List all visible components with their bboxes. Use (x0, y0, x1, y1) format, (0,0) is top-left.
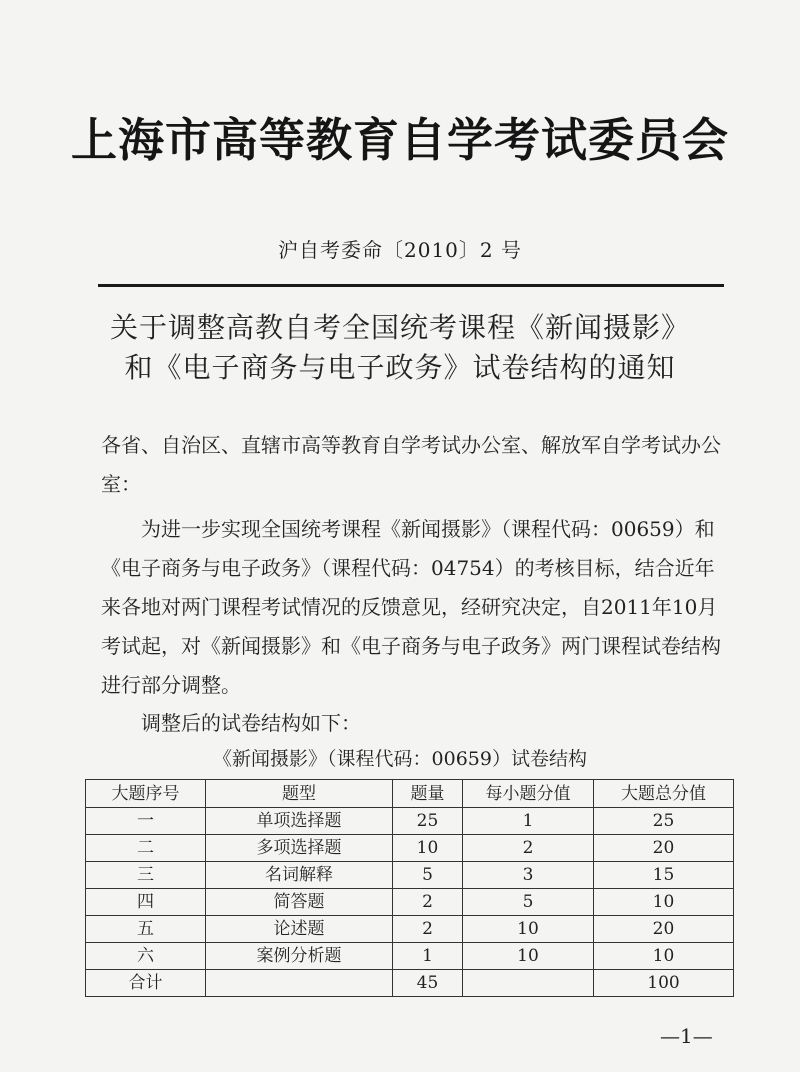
exam-structure-table (85, 779, 734, 997)
document-number: 沪自考委命〔2010〕2 号 (278, 238, 522, 262)
table-cell: 10 (463, 916, 594, 943)
table-cell: 25 (594, 808, 734, 835)
table-cell: 10 (594, 943, 734, 970)
table-row (86, 916, 734, 943)
addressee: 各省、自治区、直辖市高等教育自学考试办公室、解放军自学考试办公室： (101, 433, 721, 496)
header-cell: 大题序号 (86, 780, 206, 808)
table-cell: 10 (463, 943, 594, 970)
table-row (86, 943, 734, 970)
table-row (86, 808, 734, 835)
table-cell: 2 (393, 889, 463, 916)
header-cell: 题型 (206, 780, 393, 808)
table-cell: 20 (594, 916, 734, 943)
table-cell (463, 970, 594, 997)
table-cell: 案例分析题 (206, 943, 393, 970)
table-cell: 10 (594, 889, 734, 916)
notice-title-line2: 和《电子商务与电子政务》试卷结构的通知 (124, 351, 676, 384)
table-cell: 单项选择题 (206, 808, 393, 835)
header-cell: 大题总分值 (594, 780, 734, 808)
notice-title-line1: 关于调整高教自考全国统考课程《新闻摄影》 (109, 311, 690, 344)
table-cell: 10 (393, 835, 463, 862)
table-cell: 5 (463, 889, 594, 916)
header-cell: 题量 (393, 780, 463, 808)
table-cell: 五 (86, 916, 206, 943)
table-row (86, 835, 734, 862)
table-cell: 二 (86, 835, 206, 862)
table-header-row (86, 780, 734, 808)
table-cell: 一 (86, 808, 206, 835)
table-cell: 1 (463, 808, 594, 835)
table-cell: 3 (463, 862, 594, 889)
table-cell: 45 (393, 970, 463, 997)
table-cell: 20 (594, 835, 734, 862)
issuer-heading: 上海市高等教育自学考试委员会 (71, 113, 729, 167)
table-cell: 多项选择题 (206, 835, 393, 862)
intro-line: 调整后的试卷结构如下： (141, 711, 361, 735)
body-paragraph: 为进一步实现全国统考课程《新闻摄影》（课程代码：00659）和《电子商务与电子政务》（课程代码：04754）的考核目标，结合近年来各地对两门课程考试情况的反馈意见，经研究决定，自2011年10月考试起，对《新闻摄影》和《电子商务与电子政务》两门课程试卷结构进行部分调整。 (101, 517, 721, 697)
table-cell: 简答题 (206, 889, 393, 916)
table-row (86, 862, 734, 889)
table-cell: 六 (86, 943, 206, 970)
table-cell: 三 (86, 862, 206, 889)
table-cell: 5 (393, 862, 463, 889)
page-number: —1— (660, 1024, 713, 1048)
table-cell: 100 (594, 970, 734, 997)
table-cell: 25 (393, 808, 463, 835)
table-cell (206, 970, 393, 997)
table-caption: 《新闻摄影》（课程代码：00659）试卷结构 (213, 748, 587, 770)
table-cell: 2 (393, 916, 463, 943)
header-rule (98, 284, 724, 287)
table-cell: 1 (393, 943, 463, 970)
table-row (86, 889, 734, 916)
table-cell: 四 (86, 889, 206, 916)
table-cell: 论述题 (206, 916, 393, 943)
table-total-row (86, 970, 734, 997)
table-cell: 15 (594, 862, 734, 889)
table-cell: 合计 (86, 970, 206, 997)
table-cell: 2 (463, 835, 594, 862)
table-cell: 名词解释 (206, 862, 393, 889)
header-cell: 每小题分值 (463, 780, 594, 808)
